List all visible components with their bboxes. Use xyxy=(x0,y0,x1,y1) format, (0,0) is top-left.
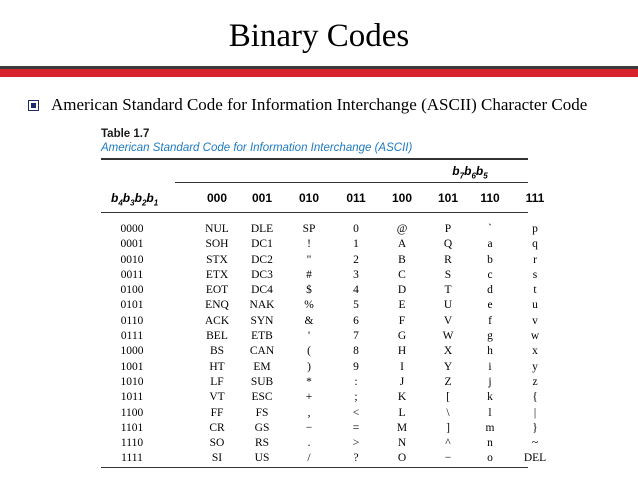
table-cell: P xyxy=(444,223,452,235)
table-cell: BEL xyxy=(206,330,228,343)
table-cell: ETX xyxy=(205,268,229,281)
table-cell: 0 xyxy=(353,223,359,235)
table-cell: SI xyxy=(211,452,223,465)
table-cell: RS xyxy=(254,437,270,450)
table-cell: CAN xyxy=(249,345,275,358)
table-cell: < xyxy=(352,406,360,419)
table-cell: ] xyxy=(446,421,450,434)
table-cell: − xyxy=(444,452,452,465)
table-cell: DLE xyxy=(250,223,274,235)
table-cell: > xyxy=(352,437,360,450)
table-cell: , xyxy=(307,406,311,419)
row-code: 0111 xyxy=(120,330,144,343)
column-group-rule xyxy=(175,182,528,183)
table-cell: Z xyxy=(444,375,452,388)
column-header: 000 xyxy=(206,191,228,205)
table-cell: ~ xyxy=(531,437,539,450)
table-cell: . xyxy=(307,437,311,450)
table-cell: } xyxy=(532,421,538,434)
table-row xyxy=(101,421,538,436)
table-cell: 2 xyxy=(353,253,359,266)
column-group-label: $b_7b_6b_5$ xyxy=(452,164,488,181)
table-cell: * xyxy=(306,375,312,388)
table-caption-number: Table 1.7 xyxy=(101,128,150,140)
table-cell: j xyxy=(488,375,492,388)
table-cell: A xyxy=(397,238,407,251)
table-row xyxy=(101,253,537,268)
row-code: 1101 xyxy=(120,421,144,434)
table-cell: $ xyxy=(306,284,312,297)
table-cell: HT xyxy=(209,360,225,373)
table-cell: 3 xyxy=(353,268,359,281)
table-row xyxy=(101,390,538,405)
table-top-rule xyxy=(101,158,528,160)
column-header: 101 xyxy=(437,191,459,205)
table-cell: 1 xyxy=(353,238,359,251)
table-cell: NAK xyxy=(249,299,275,312)
table-cell: EM xyxy=(253,360,271,373)
table-cell: w xyxy=(530,330,540,343)
row-code: 1011 xyxy=(120,391,144,404)
table-cell: V xyxy=(443,314,453,327)
table-cell: ` xyxy=(488,223,492,235)
table-cell: x xyxy=(532,345,538,358)
table-cell: BS xyxy=(209,345,225,358)
ascii-table xyxy=(101,222,547,467)
table-cell: J xyxy=(399,375,405,388)
table-cell: s xyxy=(532,268,538,281)
row-code: 1010 xyxy=(120,375,144,388)
table-row xyxy=(101,222,538,237)
row-code: 1110 xyxy=(120,437,144,450)
table-row xyxy=(101,451,547,466)
table-cell: { xyxy=(532,391,538,404)
table-cell: DEL xyxy=(523,452,547,465)
table-cell: EOT xyxy=(205,284,229,297)
row-code: 0110 xyxy=(120,314,144,327)
table-cell: 7 xyxy=(353,330,359,343)
table-cell: U xyxy=(443,299,453,312)
table-row xyxy=(101,329,540,344)
table-cell: US xyxy=(254,452,270,465)
square-bullet-icon xyxy=(28,100,39,111)
table-cell: CR xyxy=(209,421,225,434)
table-cell: @ xyxy=(396,223,408,235)
table-cell: H xyxy=(397,345,407,358)
table-cell: v xyxy=(532,314,538,327)
table-cell: M xyxy=(396,421,408,434)
table-cell: / xyxy=(307,452,311,465)
table-cell: p xyxy=(532,223,538,235)
table-cell: X xyxy=(443,345,453,358)
table-cell: T xyxy=(444,284,452,297)
table-cell: FS xyxy=(255,406,269,419)
table-row xyxy=(101,375,538,390)
table-cell: n xyxy=(487,437,493,450)
column-header: 111 xyxy=(525,191,545,205)
column-header: 010 xyxy=(298,191,320,205)
table-cell: 9 xyxy=(353,360,359,373)
table-cell: q xyxy=(532,238,538,251)
row-code: 1100 xyxy=(120,406,144,419)
table-cell: E xyxy=(398,299,406,312)
table-cell: " xyxy=(306,253,312,266)
column-header: 100 xyxy=(391,191,413,205)
table-cell: % xyxy=(304,299,314,312)
table-cell: e xyxy=(487,299,493,312)
table-cell: # xyxy=(306,268,312,281)
table-cell: & xyxy=(304,314,314,327)
table-cell: DC1 xyxy=(251,238,273,251)
table-cell: i xyxy=(488,360,492,373)
table-cell: [ xyxy=(446,391,450,404)
table-cell: b xyxy=(487,253,493,266)
table-cell: | xyxy=(533,406,537,419)
header-bottom-rule xyxy=(101,212,528,213)
table-cell: NUL xyxy=(205,223,229,235)
table-cell: ACK xyxy=(204,314,230,327)
row-code: 1111 xyxy=(121,452,143,465)
table-cell: a xyxy=(487,238,493,251)
table-cell: SYN xyxy=(250,314,274,327)
column-header: 001 xyxy=(251,191,273,205)
table-row xyxy=(101,344,538,359)
table-cell: S xyxy=(444,268,452,281)
column-header: 011 xyxy=(346,191,366,205)
table-cell: + xyxy=(305,391,313,404)
table-cell: Q xyxy=(443,238,453,251)
table-cell: R xyxy=(444,253,452,266)
table-cell: D xyxy=(397,284,407,297)
table-cell: B xyxy=(398,253,406,266)
title-divider-red xyxy=(0,69,638,77)
table-cell: G xyxy=(397,330,407,343)
table-cell: h xyxy=(487,345,493,358)
table-cell: r xyxy=(533,253,537,266)
table-cell: I xyxy=(400,360,404,373)
table-cell: K xyxy=(397,391,407,404)
table-cell: ' xyxy=(307,330,311,343)
table-cell: DC4 xyxy=(251,284,273,297)
table-caption-title: American Standard Code for Information Interchange (ASCII) xyxy=(101,142,413,154)
table-cell: 5 xyxy=(353,299,359,312)
table-cell: SUB xyxy=(250,375,274,388)
table-row xyxy=(101,406,537,421)
table-bottom-rule xyxy=(101,467,528,468)
table-cell: DC2 xyxy=(251,253,273,266)
row-code: 0001 xyxy=(120,238,144,251)
table-cell: ^ xyxy=(445,437,451,450)
table-cell: N xyxy=(397,437,407,450)
table-cell: ; xyxy=(354,391,358,404)
table-cell: STX xyxy=(206,253,228,266)
table-cell: y xyxy=(532,360,538,373)
bullet-item xyxy=(28,94,628,116)
table-cell: ) xyxy=(307,360,311,373)
table-cell: k xyxy=(487,391,493,404)
table-cell: ! xyxy=(307,238,311,251)
row-code: 0000 xyxy=(120,223,144,235)
table-cell: ESC xyxy=(251,391,273,404)
table-cell: FF xyxy=(210,406,224,419)
table-cell: F xyxy=(398,314,406,327)
row-group-label: $b_4b_3b_2b_1$ xyxy=(111,191,159,208)
table-cell: C xyxy=(398,268,406,281)
row-code: 1000 xyxy=(120,345,144,358)
table-cell: : xyxy=(354,375,358,388)
table-cell: = xyxy=(352,421,360,434)
table-cell: W xyxy=(442,330,454,343)
table-cell: L xyxy=(398,406,406,419)
table-cell: SO xyxy=(209,437,225,450)
table-cell: GS xyxy=(254,421,270,434)
row-code: 0011 xyxy=(120,268,144,281)
table-row xyxy=(101,237,538,252)
table-cell: l xyxy=(488,406,492,419)
table-cell: m xyxy=(485,421,495,434)
table-cell: VT xyxy=(209,391,225,404)
row-code: 0101 xyxy=(120,299,144,312)
table-cell: z xyxy=(532,375,538,388)
table-row xyxy=(101,283,537,298)
table-cell: − xyxy=(305,421,313,434)
table-cell: O xyxy=(397,452,407,465)
table-row xyxy=(101,360,538,375)
table-cell: SOH xyxy=(205,238,229,251)
table-cell: o xyxy=(487,452,493,465)
table-cell: LF xyxy=(210,375,224,388)
table-cell: ETB xyxy=(251,330,273,343)
table-cell: 6 xyxy=(353,314,359,327)
row-code: 0100 xyxy=(120,284,144,297)
table-cell: 8 xyxy=(353,345,359,358)
table-cell: ? xyxy=(353,452,359,465)
table-cell: 4 xyxy=(353,284,359,297)
table-cell: Y xyxy=(443,360,453,373)
table-row xyxy=(101,314,538,329)
table-cell: c xyxy=(487,268,493,281)
table-cell: t xyxy=(533,284,537,297)
table-cell: \ xyxy=(446,406,450,419)
table-cell: ENQ xyxy=(205,299,229,312)
table-row xyxy=(101,268,538,283)
table-cell: SP xyxy=(302,223,316,235)
table-cell: DC3 xyxy=(251,268,273,281)
row-code: 0010 xyxy=(120,253,144,266)
table-cell: f xyxy=(488,314,492,327)
table-row xyxy=(101,436,539,451)
table-cell: ( xyxy=(307,345,311,358)
table-cell: g xyxy=(487,330,493,343)
column-header: 110 xyxy=(480,191,500,205)
bullet-text: American Standard Code for Information Interchange (ASCII) Character Code xyxy=(51,95,588,114)
row-code: 1001 xyxy=(120,360,144,373)
slide-title: Binary Codes xyxy=(228,18,410,54)
table-cell: d xyxy=(487,284,493,297)
table-row xyxy=(101,298,538,313)
table-cell: u xyxy=(532,299,538,312)
